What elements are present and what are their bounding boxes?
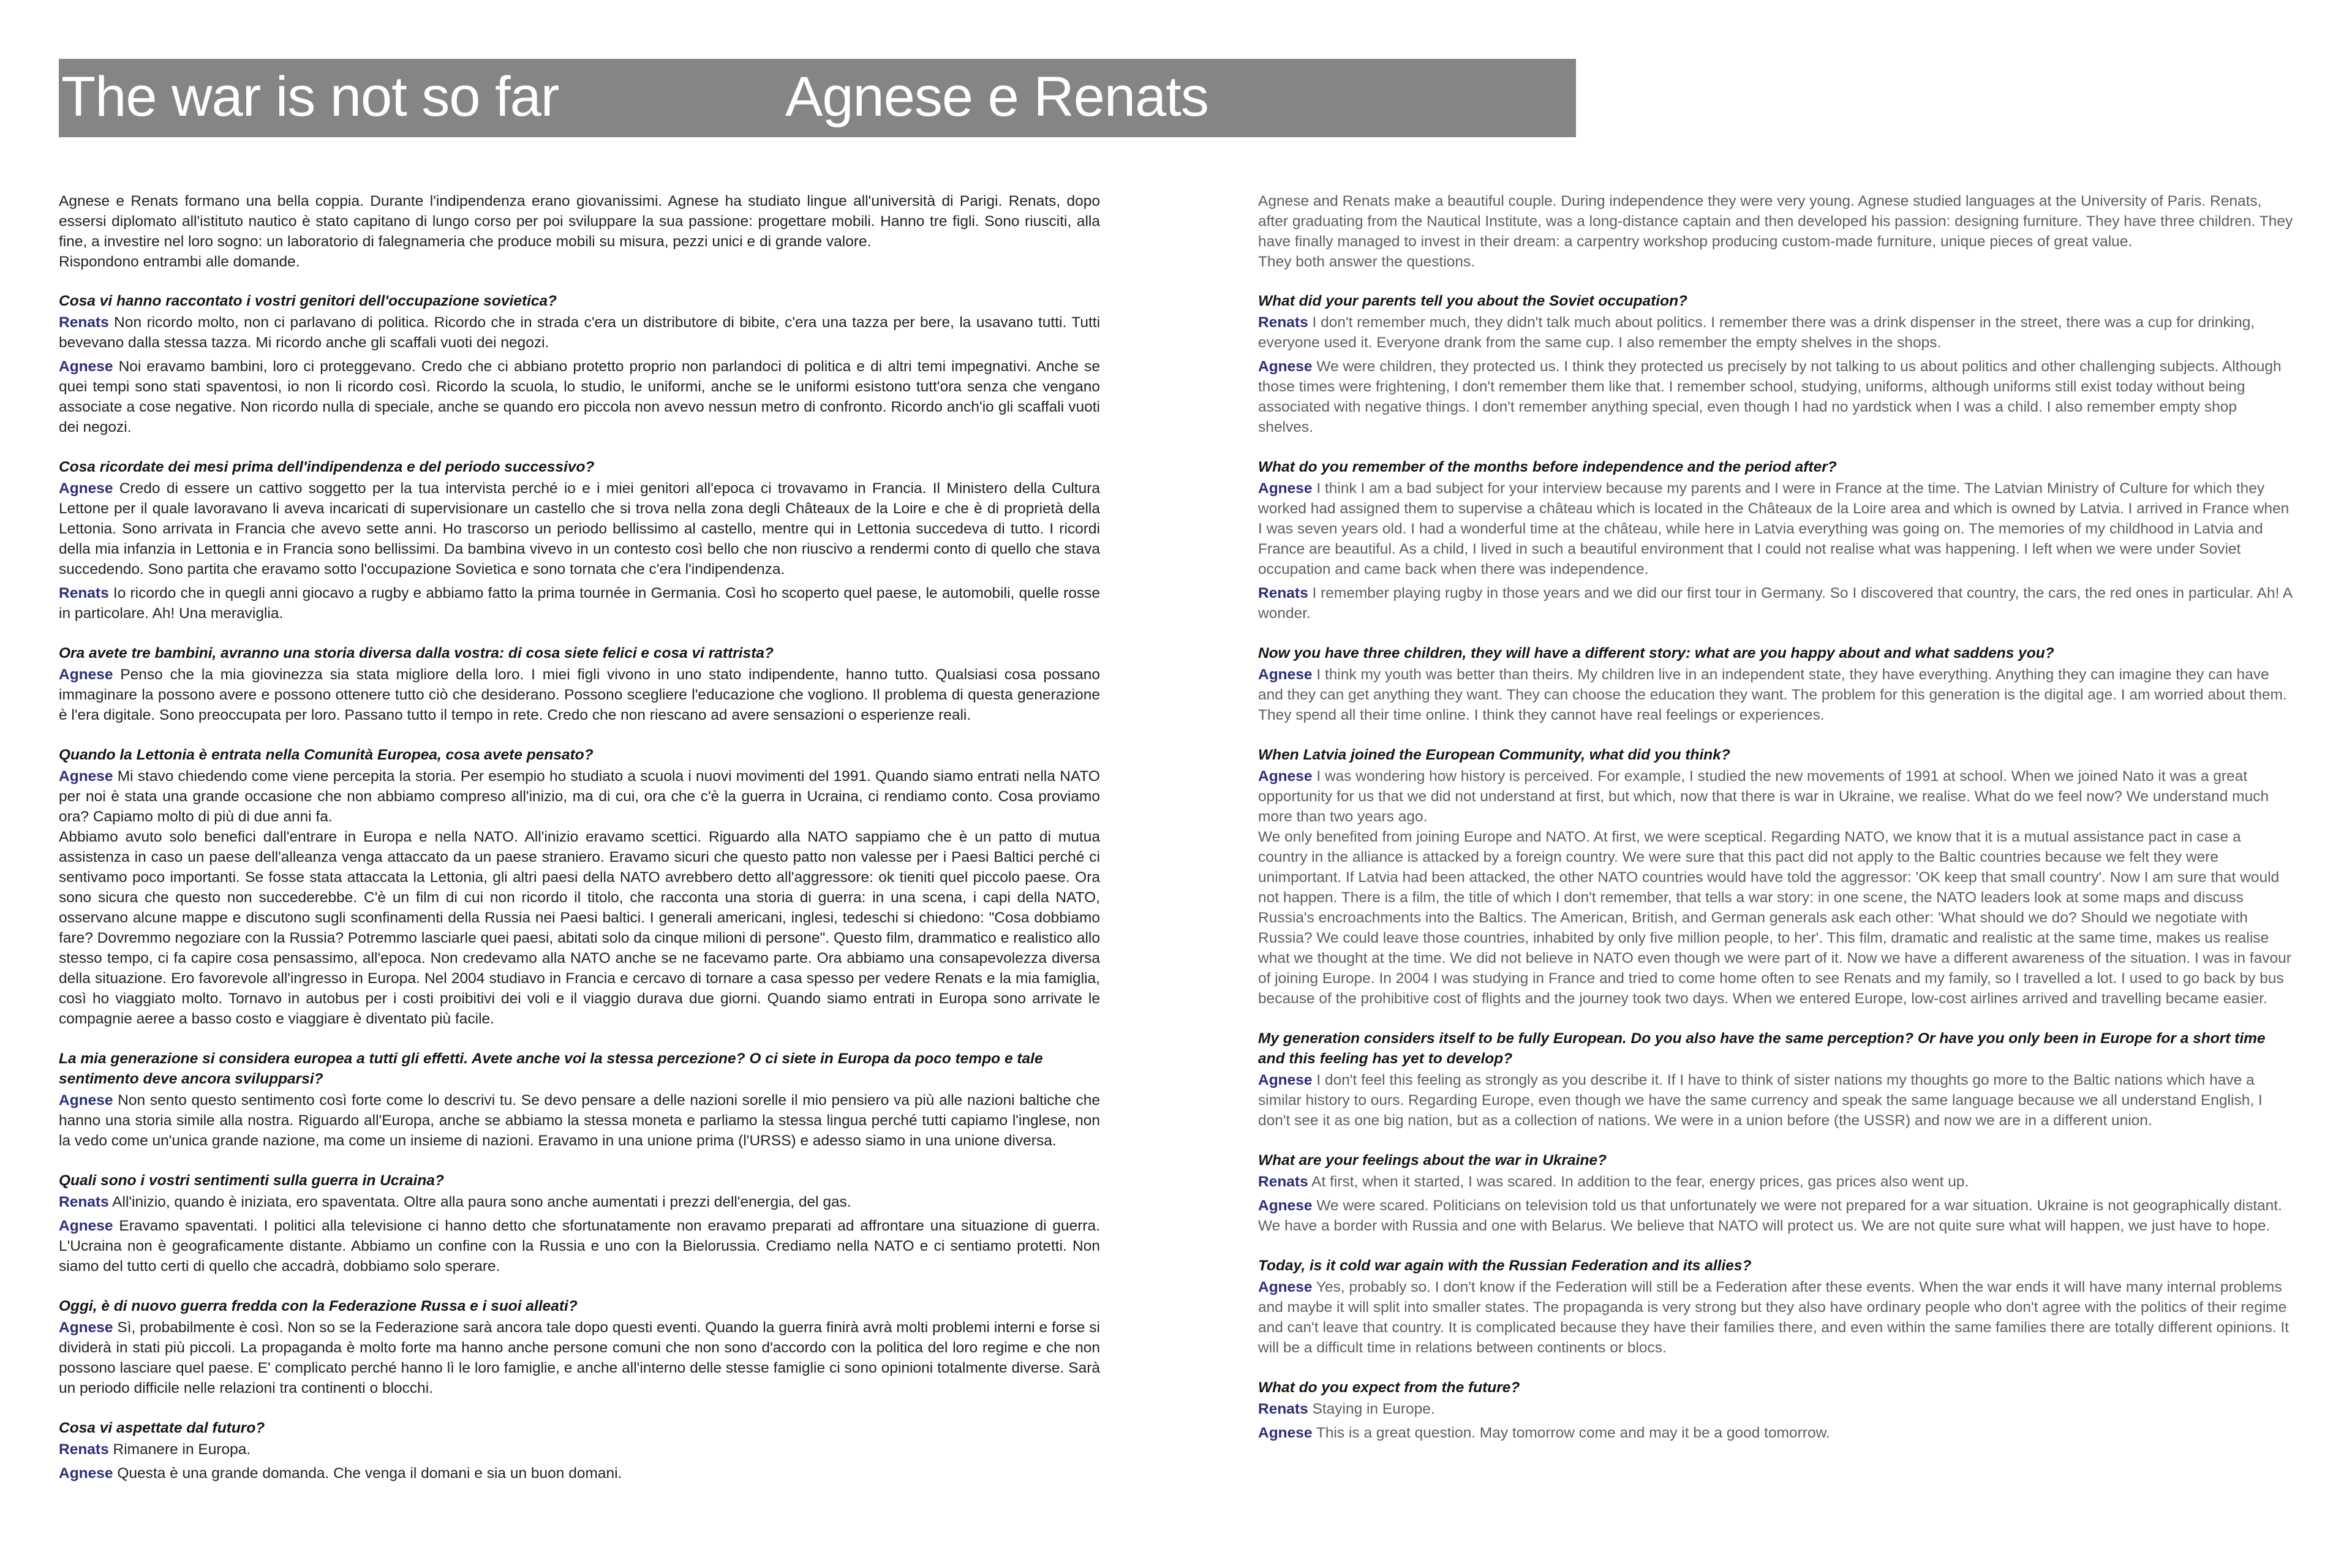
answer-text: Penso che la mia giovinezza sia stata migliore della loro. I miei figli vivono in uno stato indipendente, hanno tutto. Qualsiasi cosa possano immaginare la possono avere e possono ottenere tutto ciò che desiderano. Possono scegliere l'educazione che vogliono. Il problema di questa generazione è l'era digitale. Sono preoccupata per loro. Passano tutto il tempo in rete. Credo che non riescano ad avere sensazioni o esperienze reali. bbox=[59, 666, 1100, 723]
answer bbox=[1258, 1423, 2293, 1443]
answer-paragraph bbox=[59, 1317, 1100, 1398]
answer-paragraph bbox=[59, 1090, 1100, 1151]
qa-section bbox=[59, 1049, 1100, 1151]
speaker-name: Agnese bbox=[59, 1092, 113, 1109]
answer-text: Io ricordo che in quegli anni giocavo a rugby e abbiamo fatto la prima tournée in Germania. Così ho scoperto quel paese, le automobili, quelle rosse in particolare. Ah! Una meraviglia. bbox=[59, 585, 1100, 622]
answer-paragraph bbox=[1258, 312, 2293, 353]
intro-paragraph: They both answer the questions. bbox=[1258, 254, 1476, 270]
question: La mia generazione si considera europea a tutti gli effetti. Avete anche voi la stessa percezione? O ci siete in Europa da poco tempo e tale sentimento deve ancora svilupparsi? bbox=[59, 1050, 1043, 1087]
answer-text: At first, when it started, I was scared. In addition to the fear, energy prices, gas prices also went up. bbox=[1311, 1174, 1969, 1190]
answer bbox=[1258, 1196, 2293, 1236]
answer-paragraph bbox=[59, 665, 1100, 725]
answer-text: I don't feel this feeling as strongly as you describe it. If I have to think of sister nations my thoughts go more to the Baltic nations which have a similar history to ours. Regarding Europe, even though we have the same currency and speak the same language because we all understand English, I don't see it as one big nation, but as a collection of nations. We were in a union before (the USSR) and now we are in a different union. bbox=[1258, 1072, 2263, 1129]
answer bbox=[1258, 665, 2293, 725]
question: Cosa ricordate dei mesi prima dell'indipendenza e del periodo successivo? bbox=[59, 459, 595, 475]
answer bbox=[1258, 1277, 2293, 1358]
qa-section bbox=[1258, 457, 2293, 624]
answer bbox=[1258, 1399, 2293, 1419]
answer bbox=[1258, 312, 2293, 353]
answer-paragraph bbox=[1258, 1423, 2293, 1443]
question: What did your parents tell you about the Soviet occupation? bbox=[1258, 293, 1688, 309]
answer-text: Mi stavo chiedendo come viene percepita la storia. Per esempio ho studiato a scuola i nuovi movimenti del 1991. Quando siamo entrati nella NATO per noi è stata una grande occasione che non abbiamo compreso all'inizio, ma di cui, ora che c'è la guerra in Ucraina, ci rendiamo conto. Cosa proviamo ora? Capiamo molto di più di due anni fa. bbox=[59, 768, 1100, 825]
page-subtitle: Agnese e Renats bbox=[785, 66, 1208, 128]
answer-paragraph bbox=[59, 583, 1100, 624]
answer bbox=[59, 766, 1100, 1029]
answer bbox=[1258, 356, 2293, 437]
speaker-name: Renats bbox=[1258, 314, 1308, 331]
answer bbox=[59, 665, 1100, 725]
qa-section bbox=[1258, 1378, 2293, 1443]
speaker-name: Agnese bbox=[1258, 768, 1313, 785]
answer-text: I think I am a bad subject for your interview because my parents and I were in France at the time. The Latvian Ministry of Culture for which they worked had assigned them to supervise a château which is located in the Châteaux de la Loire area and which is owned by Latvia. I arrived in France when I was seven years old. I had a wonderful time at the château, while here in Latvia everything was going on. The memories of my childhood in Latvia and France are beautiful. As a child, I lived in such a beautiful environment that I could not realise what was happening. I left when we were under Soviet occupation and came back when there was independence. bbox=[1258, 480, 2290, 578]
question: Now you have three children, they will have a different story: what are you happy about and what saddens you? bbox=[1258, 645, 2054, 662]
qa-section bbox=[59, 457, 1100, 624]
qa-section bbox=[1258, 1028, 2293, 1131]
qa-section bbox=[1258, 1150, 2293, 1236]
answer-paragraph bbox=[59, 766, 1100, 827]
speaker-name: Agnese bbox=[59, 1465, 113, 1482]
qa-section bbox=[1258, 643, 2293, 725]
answer-text: Non ricordo molto, non ci parlavano di politica. Ricordo che in strada c'era un distributore di bibite, c'era una tazza per bere, la usavano tutti. Tutti bevevano dalla stessa tazza. Mi ricordo anche gli scaffali vuoti dei negozi. bbox=[59, 314, 1101, 351]
intro-paragraph: Rispondono entrambi alle domande. bbox=[59, 254, 300, 270]
qa-section bbox=[59, 1296, 1100, 1398]
answer-paragraph bbox=[1258, 1172, 2293, 1192]
answer-text: Noi eravamo bambini, loro ci proteggevano. Credo che ci abbiano protetto proprio non parlandoci di politica e di altri temi impegnativi. Anche se quei tempi sono stati spaventosi, io non li ricordo così. Ricordo la scuola, lo studio, le uniformi, anche se le uniformi esistono tutt'ora senza che vengano associate a cose negative. Non ricordo nulla di speciale, anche se quando ero piccola non avevo nessun metro di confronto. Ricordo anch'io gli scaffali vuoti dei negozi. bbox=[59, 358, 1100, 435]
speaker-name: Agnese bbox=[59, 480, 113, 497]
answer-paragraph bbox=[1258, 1196, 2293, 1236]
italian-column bbox=[59, 191, 1100, 1503]
answer-text: Yes, probably so. I don't know if the Federation will still be a Federation after these events. When the war ends it will have many internal problems and maybe it will split into smaller states. The propaganda is very strong but they also have ordinary people who don't agree with the politics of their regime and can't leave that country. It is complicated because they have their families there, and even within the same families there are totally different opinions. It will be a difficult time in relations between continents or blocs. bbox=[1258, 1279, 2289, 1356]
answer bbox=[59, 1090, 1100, 1151]
speaker-name: Agnese bbox=[1258, 358, 1313, 375]
answer-text: I remember playing rugby in those years and we did our first tour in Germany. So I discovered that country, the cars, the red ones in particular. Ah! A wonder. bbox=[1258, 585, 2292, 622]
answer bbox=[1258, 583, 2293, 624]
intro-text bbox=[1258, 191, 2293, 272]
intro-paragraph: Agnese and Renats make a beautiful couple. During independence they were very young. Agnese studied languages at the University of Paris. Renats, after graduating from the Nautical Institute, was a long-distance captain and then developed his passion: designing furniture. They have three children. They have finally managed to invest in their dream: a carpentry workshop producing custom-made furniture, unique pieces of great value. bbox=[1258, 193, 2293, 250]
answer-paragraph bbox=[59, 1216, 1100, 1276]
question: Oggi, è di nuovo guerra fredda con la Federazione Russa e i suoi alleati? bbox=[59, 1298, 578, 1314]
answer-text: Credo di essere un cattivo soggetto per la tua intervista perché io e i miei genitori all'epoca ci trovavamo in Francia. Il Ministero della Cultura Lettone per il quale lavoravano li aveva incaricati di supervisionare un castello che si trova nella zona degli Châteaux de la Loire e che è di proprietà della Lettonia. Sono arrivata in Francia che avevo sette anni. Ho trascorso un periodo bellissimo al castello, mentre qui in Lettonia succedeva di tutto. I ricordi della mia infanzia in Lettonia e in Francia sono bellissimi. Da bambina vivevo in un contesto così bello che non riuscivo a rendermi conto di quello che stava succedendo. Sono partita che eravamo sotto l'occupazione Sovietica e sono tornata che c'era l'indipendenza. bbox=[59, 480, 1100, 578]
qa-section bbox=[1258, 291, 2293, 437]
answer-paragraph bbox=[59, 312, 1100, 353]
speaker-name: Agnese bbox=[1258, 1279, 1313, 1295]
answer-text: This is a great question. May tomorrow come and may it be a good tomorrow. bbox=[1316, 1425, 1830, 1441]
answer bbox=[59, 356, 1100, 437]
title-banner bbox=[59, 59, 1576, 137]
answer-paragraph bbox=[59, 1192, 1100, 1212]
question: Ora avete tre bambini, avranno una storia diversa dalla vostra: di cosa siete felici e cosa vi rattrista? bbox=[59, 645, 774, 662]
speaker-name: Renats bbox=[1258, 1401, 1308, 1417]
answer-text: I was wondering how history is perceived. For example, I studied the new movements of 1991 at school. When we joined Nato it was a great opportunity for us that we did not understand at first, but which, now that there is war in Ukraine, we realise. What do we feel now? We understand much more than two years ago. bbox=[1258, 768, 2269, 825]
answer-paragraph bbox=[59, 1439, 1100, 1460]
question: Cosa vi hanno raccontato i vostri genitori dell'occupazione sovietica? bbox=[59, 293, 557, 309]
answer-paragraph bbox=[59, 478, 1100, 579]
qa-section bbox=[59, 291, 1100, 437]
answer-text: All'inizio, quando è iniziata, ero spaventata. Oltre alla paura sono anche aumentati i prezzi dell'energia, del gas. bbox=[112, 1194, 851, 1210]
answer bbox=[59, 1317, 1100, 1398]
answer bbox=[59, 1192, 1100, 1212]
answer-paragraph bbox=[59, 1463, 1100, 1483]
speaker-name: Agnese bbox=[1258, 480, 1313, 497]
intro-paragraph: Agnese e Renats formano una bella coppia. Durante l'indipendenza erano giovanissimi. Agnese ha studiato lingue all'università di Parigi. Renats, dopo essersi diplomato all'istituto nautico è stato capitano di lungo corso per poi sviluppare la sua passione: progettare mobili. Hanno tre figli. Sono riusciti, alla fine, a investire nel loro sogno: un laboratorio di falegnameria che produce mobili su misura, pezzi unici e di grande valore. bbox=[59, 193, 1100, 250]
question: What are your feelings about the war in Ukraine? bbox=[1258, 1152, 1607, 1169]
speaker-name: Agnese bbox=[59, 358, 113, 375]
answer-paragraph bbox=[1258, 478, 2293, 579]
answer-paragraph bbox=[59, 356, 1100, 437]
answer-text: Questa è una grande domanda. Che venga il domani e sia un buon domani. bbox=[117, 1465, 622, 1482]
qa-section bbox=[1258, 1256, 2293, 1358]
question: My generation considers itself to be fully European. Do you also have the same perception? Or have you only been in Europe for a short time and this feeling has yet to develop? bbox=[1258, 1030, 2266, 1067]
answer-paragraph bbox=[1258, 1399, 2293, 1419]
answer-text: We were children, they protected us. I think they protected us precisely by not talking to us about politics and other challenging subjects. Although those times were frightening, I don't remember them like that. I remember school, studying, uniforms, although uniforms still exist today without being associated with negative things. I don't remember anything special, even though I had no yardstick when I was a child. I also remember empty shop shelves. bbox=[1258, 358, 2282, 435]
answer-paragraph bbox=[1258, 1277, 2293, 1358]
qa-section bbox=[59, 1418, 1100, 1483]
speaker-name: Renats bbox=[59, 1194, 109, 1210]
answer-paragraph bbox=[1258, 766, 2293, 827]
question: Quali sono i vostri sentimenti sulla guerra in Ucraina? bbox=[59, 1172, 444, 1189]
answer bbox=[59, 1463, 1100, 1483]
speaker-name: Renats bbox=[1258, 585, 1308, 601]
speaker-name: Renats bbox=[59, 314, 109, 331]
answer bbox=[1258, 478, 2293, 579]
speaker-name: Renats bbox=[1258, 1174, 1308, 1190]
answer-text: I think my youth was better than theirs. My children live in an independent state, they have everything. Anything they can imagine they can have and they can get anything they want. They can choose the education they want. The problem for this generation is the digital age. I am worried about them. They spend all their time online. I think they cannot have real feelings or experiences. bbox=[1258, 666, 2287, 723]
answer-text: Sì, probabilmente è così. Non so se la Federazione sarà ancora tale dopo questi eventi. Quando la guerra finirà avrà molti problemi interni e forse si dividerà in stati più piccoli. La propaganda è molto forte ma hanno anche persone comuni che non sono d'accordo con la politica del loro regime e che non possono lasciare quel paese. E' complicato perché hanno lì le loro famiglie, e anche all'interno delle stesse famiglie ci sono opinioni totalmente diverse. Sarà un periodo difficile nelle relazioni tra continenti o blocchi. bbox=[59, 1319, 1100, 1396]
qa-section bbox=[59, 1170, 1100, 1276]
answer bbox=[59, 478, 1100, 579]
speaker-name: Agnese bbox=[59, 666, 113, 683]
answer-text: Staying in Europe. bbox=[1312, 1401, 1435, 1417]
question: What do you remember of the months before independence and the period after? bbox=[1258, 459, 1837, 475]
answer bbox=[1258, 1172, 2293, 1192]
question: Today, is it cold war again with the Russian Federation and its allies? bbox=[1258, 1257, 1752, 1274]
answer-paragraph bbox=[1258, 583, 2293, 624]
speaker-name: Agnese bbox=[1258, 666, 1313, 683]
answer-text: Abbiamo avuto solo benefici dall'entrare in Europa e nella NATO. All'inizio eravamo scettici. Riguardo alla NATO sappiamo che è un patto di mutua assistenza in caso un paese dell'alleanza venga attaccato da un paese straniero. Eravamo sicuri che questo patto non valesse per i Paesi Baltici perché ci sentivamo poco importanti. Se fosse stata attaccata la Lettonia, gli altri paesi della NATO avrebbero detto all'aggressore: ok tieniti quel piccolo paese. Ora sono sicura che questo non succederebbe. C'è un film di cui non ricordo il titolo, che racconta una storia di guerra: in una scena, i capi della NATO, osservano alcune mappe e discutono sugli sconfinamenti della Russia nei Paesi baltici. I generali americani, inglesi, tedeschi si chiedono: "Cosa dobbiamo fare? Dovremmo negoziare con la Russia? Potremmo lasciarle quei paesi, abitati solo da cinque milioni di persone". Questo film, drammatico e realistico allo stesso tempo, ci fa capire cosa pensassimo, all'epoca. Non credevamo alla NATO anche se ne facevamo parte. Ora abbiamo una consapevolezza diversa della situazione. Ero favorevole all'ingresso in Europa. Nel 2004 studiavo in Francia e cercavo di tornare a casa spesso per vedere Renats e la mia famiglia, così ho viaggiato molto. Tornavo in autobus per i costi proibitivi dei voli e il viaggio durava due giorni. Quando siamo entrati in Europa sono arrivate le compagnie aeree a basso costo e viaggiare è diventato più facile. bbox=[59, 829, 1100, 1027]
intro-text bbox=[59, 191, 1100, 272]
answer-paragraph bbox=[1258, 827, 2293, 1009]
question: What do you expect from the future? bbox=[1258, 1379, 1520, 1396]
speaker-name: Renats bbox=[59, 1441, 109, 1458]
english-column bbox=[1258, 191, 2293, 1463]
qa-section bbox=[59, 745, 1100, 1029]
question: Cosa vi aspettate dal futuro? bbox=[59, 1420, 265, 1436]
answer-paragraph bbox=[59, 827, 1100, 1029]
speaker-name: Agnese bbox=[1258, 1425, 1313, 1441]
answer bbox=[59, 1216, 1100, 1276]
speaker-name: Agnese bbox=[59, 1319, 113, 1336]
answer bbox=[1258, 766, 2293, 1009]
speaker-name: Agnese bbox=[59, 1218, 113, 1234]
answer-text: Non sento questo sentimento così forte come lo descrivi tu. Se devo pensare a delle nazioni sorelle il mio pensiero va più alle nazioni baltiche che hanno una storia simile alla nostra. Riguardo all'Europa, anche se abbiamo la stessa moneta e parliamo la stessa lingua perché tutti capiamo l'inglese, non la vedo come un'unica grande nazione, ma come un insieme di nazioni. Eravamo in una unione prima (l'URSS) e adesso siamo in una unione diversa. bbox=[59, 1092, 1100, 1149]
speaker-name: Renats bbox=[59, 585, 109, 601]
answer bbox=[59, 312, 1100, 353]
answer-text: Eravamo spaventati. I politici alla televisione ci hanno detto che sfortunatamente non eravamo preparati ad affrontare una situazione di guerra. L'Ucraina non è geograficamente distante. Abbiamo un confine con la Russia e uno con la Bielorussia. Crediamo nella NATO e ci sentiamo protetti. Non siamo del tutto certi di quello che accadrà, dobbiamo solo sperare. bbox=[59, 1218, 1100, 1275]
answer-paragraph bbox=[1258, 356, 2293, 437]
answer bbox=[59, 583, 1100, 624]
answer-text: We were scared. Politicians on television told us that unfortunately we were not prepared for a war situation. Ukraine is not geographically distant. We have a border with Russia and one with Belarus. We believe that NATO will protect us. We are not quite sure what will happen, we just have to hope. bbox=[1258, 1197, 2282, 1234]
answer-text: I don't remember much, they didn't talk much about politics. I remember there was a drink dispenser in the street, there was a cup for drinking, everyone used it. Everyone drank from the same cup. I also remember the empty shelves in the shops. bbox=[1258, 314, 2255, 351]
question: Quando la Lettonia è entrata nella Comunità Europea, cosa avete pensato? bbox=[59, 747, 594, 763]
speaker-name: Agnese bbox=[1258, 1197, 1313, 1214]
speaker-name: Agnese bbox=[1258, 1072, 1313, 1088]
answer-paragraph bbox=[1258, 1070, 2293, 1131]
qa-section bbox=[1258, 745, 2293, 1009]
speaker-name: Agnese bbox=[59, 768, 113, 785]
answer-text: We only benefited from joining Europe and NATO. At first, we were sceptical. Regarding NATO, we know that it is a mutual assistance pact in case a country in the alliance is attacked by a foreign country. We were sure that this pact did not apply to the Baltic countries because we felt they were unimportant. If Latvia had been attacked, the other NATO countries would have told the aggressor: 'OK keep that small country'. Now I am sure that would not happen. There is a film, the title of which I don't remember, that tells a war story: in one scene, the NATO leaders look at some maps and discuss Russia's encroachments into the Baltics. The American, British, and German generals ask each other: 'What should we do? Should we negotiate with Russia? We could leave those countries, inhabited by only five million people, to her'. This film, dramatic and realistic at the same time, makes us realise what we thought at the time. We did not believe in NATO even though we were part of it. Now we have a different awareness of the situation. I was in favour of joining Europe. In 2004 I was studying in France and tried to come home often to see Renats and my family, so I travelled a lot. I used to go back by bus because of the prohibitive cost of flights and the journey took two days. When we entered Europe, low-cost airlines arrived and travelling became easier. bbox=[1258, 829, 2291, 1007]
answer bbox=[1258, 1070, 2293, 1131]
page-title: The war is not so far bbox=[61, 66, 559, 128]
answer bbox=[59, 1439, 1100, 1460]
question: When Latvia joined the European Community, what did you think? bbox=[1258, 747, 1730, 763]
qa-section bbox=[59, 643, 1100, 725]
answer-text: Rimanere in Europa. bbox=[113, 1441, 251, 1458]
answer-paragraph bbox=[1258, 665, 2293, 725]
